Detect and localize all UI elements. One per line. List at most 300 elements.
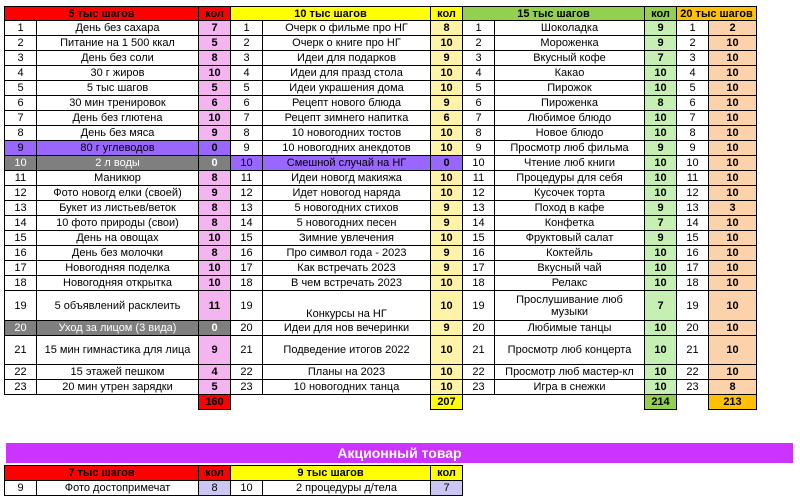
task-name: 5 тыс шагов — [37, 81, 199, 96]
task-name: Пироженка — [495, 96, 645, 111]
header-5k-count: кол — [199, 7, 231, 21]
task-name: День без соли — [37, 51, 199, 66]
task-count: 10 — [431, 171, 463, 186]
task-count: 9 — [431, 261, 463, 276]
task-count: 10 — [431, 231, 463, 246]
task-name: 10 фото природы (свои) — [37, 216, 199, 231]
table-row — [5, 96, 757, 111]
task-count: 10 — [645, 336, 677, 365]
task-name: Чтение люб книги — [495, 156, 645, 171]
task-count: 10 — [709, 365, 757, 380]
task-count: 10 — [645, 321, 677, 336]
table-row — [5, 126, 757, 141]
task-index: 19 — [5, 291, 37, 321]
task-index: 18 — [677, 276, 709, 291]
task-count: 9 — [431, 246, 463, 261]
task-index: 8 — [463, 126, 495, 141]
task-count: 9 — [431, 201, 463, 216]
promo-table — [4, 465, 463, 496]
task-name: Подведение итогов 2022 — [263, 336, 431, 365]
task-name: День без мяса — [37, 126, 199, 141]
task-index: 7 — [677, 111, 709, 126]
table-row — [5, 336, 757, 365]
task-name: Коктейль — [495, 246, 645, 261]
task-index: 9 — [677, 141, 709, 156]
task-index: 13 — [463, 201, 495, 216]
task-index: 19 — [677, 291, 709, 321]
task-index: 4 — [5, 66, 37, 81]
task-name: Просмотр люб мастер-кл — [495, 365, 645, 380]
task-index: 20 — [5, 321, 37, 336]
task-index: 23 — [5, 380, 37, 395]
task-index: 11 — [677, 171, 709, 186]
task-name: Новое блюдо — [495, 126, 645, 141]
header-5k: 5 тыс шагов — [5, 7, 199, 21]
task-name: 80 г углеводов — [37, 141, 199, 156]
table-row — [5, 66, 757, 81]
task-count: 8 — [645, 96, 677, 111]
task-name: Пирожок — [495, 81, 645, 96]
empty-cell — [677, 395, 709, 410]
task-name: Любимое блюдо — [495, 111, 645, 126]
task-count: 7 — [199, 21, 231, 36]
task-index: 4 — [677, 66, 709, 81]
task-index: 9 — [463, 141, 495, 156]
task-count: 9 — [645, 231, 677, 246]
task-name: Фото новогд елки (своей) — [37, 186, 199, 201]
task-index: 18 — [5, 276, 37, 291]
task-name: Идет новогод наряда — [263, 186, 431, 201]
task-index: 15 — [5, 231, 37, 246]
total-15k: 214 — [645, 395, 677, 410]
task-index: 23 — [463, 380, 495, 395]
task-index: 22 — [677, 365, 709, 380]
task-index: 8 — [5, 126, 37, 141]
promo-header-9k-count: кол — [431, 466, 463, 481]
task-count: 5 — [199, 380, 231, 395]
task-index: 1 — [231, 21, 263, 36]
task-count: 10 — [709, 36, 757, 51]
task-index: 5 — [5, 81, 37, 96]
task-count: 7 — [645, 291, 677, 321]
task-count: 10 — [709, 336, 757, 365]
task-name: Как встречать 2023 — [263, 261, 431, 276]
task-count: 10 — [709, 291, 757, 321]
task-count: 9 — [645, 141, 677, 156]
table-row — [5, 111, 757, 126]
task-name: 5 объявлений расклеить — [37, 291, 199, 321]
task-name: Процедуры для себя — [495, 171, 645, 186]
steps-table — [4, 6, 757, 410]
task-count: 10 — [199, 261, 231, 276]
task-count: 8 — [199, 246, 231, 261]
task-count: 10 — [709, 96, 757, 111]
task-count: 9 — [199, 186, 231, 201]
task-index: 10 — [677, 156, 709, 171]
task-name: Очерк о фильме про НГ — [263, 21, 431, 36]
task-count: 10 — [645, 156, 677, 171]
task-index: 22 — [5, 365, 37, 380]
task-count: 10 — [709, 141, 757, 156]
promo-index: 10 — [231, 481, 263, 496]
task-name: 30 мин тренировок — [37, 96, 199, 111]
task-count: 10 — [645, 246, 677, 261]
table-row — [5, 261, 757, 276]
totals-row — [5, 395, 757, 410]
task-count: 10 — [709, 111, 757, 126]
task-count: 6 — [199, 96, 231, 111]
table-row — [5, 141, 757, 156]
task-index: 14 — [231, 216, 263, 231]
task-index: 10 — [463, 156, 495, 171]
task-index: 6 — [231, 96, 263, 111]
task-name: Букет из листьев/веток — [37, 201, 199, 216]
table-row — [5, 246, 757, 261]
task-index: 17 — [5, 261, 37, 276]
task-index: 3 — [677, 51, 709, 66]
task-index: 4 — [463, 66, 495, 81]
task-name: Новогодняя поделка — [37, 261, 199, 276]
task-index: 15 — [463, 231, 495, 246]
task-index: 3 — [463, 51, 495, 66]
task-count: 8 — [709, 380, 757, 395]
task-count: 10 — [709, 186, 757, 201]
task-index: 21 — [231, 336, 263, 365]
task-count: 6 — [431, 111, 463, 126]
task-index: 8 — [231, 126, 263, 141]
table-row — [5, 201, 757, 216]
task-index: 12 — [5, 186, 37, 201]
task-index: 7 — [231, 111, 263, 126]
task-index: 3 — [5, 51, 37, 66]
task-name: День без глютена — [37, 111, 199, 126]
task-name: Идеи для подарков — [263, 51, 431, 66]
promo-header-row — [5, 466, 463, 481]
task-count: 10 — [709, 126, 757, 141]
task-count: 10 — [645, 81, 677, 96]
task-name: 10 новогодних танца — [263, 380, 431, 395]
table-row — [5, 51, 757, 66]
task-count: 10 — [199, 66, 231, 81]
task-index: 21 — [463, 336, 495, 365]
task-count: 10 — [709, 246, 757, 261]
task-count: 10 — [645, 171, 677, 186]
task-name: Конфетка — [495, 216, 645, 231]
header-15k: 15 тыс шагов — [463, 7, 645, 21]
task-count: 8 — [199, 51, 231, 66]
empty-cell — [263, 395, 431, 410]
task-count: 8 — [199, 171, 231, 186]
task-name: Зимние увлечения — [263, 231, 431, 246]
task-name: 2 л воды — [37, 156, 199, 171]
task-count: 2 — [709, 21, 757, 36]
task-name: Рецепт зимнего напитка — [263, 111, 431, 126]
task-count: 7 — [645, 216, 677, 231]
task-name: Конкурсы на НГ — [263, 291, 431, 321]
task-index: 12 — [677, 186, 709, 201]
task-count: 10 — [431, 126, 463, 141]
task-count: 10 — [645, 276, 677, 291]
task-count: 9 — [645, 21, 677, 36]
task-count: 9 — [431, 216, 463, 231]
task-index: 14 — [463, 216, 495, 231]
table-row — [5, 186, 757, 201]
task-index: 9 — [231, 141, 263, 156]
task-count: 10 — [645, 365, 677, 380]
task-count: 10 — [431, 276, 463, 291]
table-row — [5, 156, 757, 171]
task-index: 13 — [677, 201, 709, 216]
promo-header-9k: 9 тыс шагов — [231, 466, 431, 481]
task-index: 17 — [463, 261, 495, 276]
task-count: 10 — [199, 231, 231, 246]
task-index: 6 — [677, 96, 709, 111]
promo-count: 7 — [431, 481, 463, 496]
task-index: 5 — [677, 81, 709, 96]
task-index: 8 — [677, 126, 709, 141]
task-count: 0 — [199, 156, 231, 171]
task-count: 10 — [709, 171, 757, 186]
task-count: 10 — [199, 111, 231, 126]
empty-cell — [231, 395, 263, 410]
task-index: 22 — [231, 365, 263, 380]
task-index: 2 — [231, 36, 263, 51]
task-name: 15 этажей пешком — [37, 365, 199, 380]
task-count: 10 — [709, 321, 757, 336]
task-index: 9 — [5, 141, 37, 156]
task-index: 19 — [463, 291, 495, 321]
task-count: 10 — [709, 216, 757, 231]
promo-task: Фото достопримечат — [37, 481, 199, 496]
promo-banner: Акционный товар — [6, 443, 793, 463]
task-name: Идеи украшения дома — [263, 81, 431, 96]
task-name: Маникюр — [37, 171, 199, 186]
task-index: 10 — [231, 156, 263, 171]
task-index: 1 — [5, 21, 37, 36]
header-20k: 20 тыс шагов — [677, 7, 757, 21]
task-index: 5 — [463, 81, 495, 96]
task-count: 10 — [431, 365, 463, 380]
task-index: 2 — [677, 36, 709, 51]
header-15k-count: кол — [645, 7, 677, 21]
task-name: Любимые танцы — [495, 321, 645, 336]
promo-task: 2 процедуры д/тела — [263, 481, 431, 496]
task-index: 1 — [677, 21, 709, 36]
table-row — [5, 21, 757, 36]
task-name: Смешной случай на НГ — [263, 156, 431, 171]
task-index: 10 — [5, 156, 37, 171]
total-5k: 160 — [199, 395, 231, 410]
task-name: Идеи для празд стола — [263, 66, 431, 81]
task-name: День без сахара — [37, 21, 199, 36]
task-count: 10 — [431, 66, 463, 81]
task-index: 12 — [463, 186, 495, 201]
task-index: 11 — [5, 171, 37, 186]
task-index: 18 — [231, 276, 263, 291]
task-name: День без молочки — [37, 246, 199, 261]
task-count: 8 — [431, 21, 463, 36]
task-name: Новогодняя открытка — [37, 276, 199, 291]
task-name: Мороженка — [495, 36, 645, 51]
header-10k: 10 тыс шагов — [231, 7, 431, 21]
task-index: 18 — [463, 276, 495, 291]
table-row — [5, 291, 757, 321]
task-count: 10 — [645, 66, 677, 81]
task-count: 9 — [431, 51, 463, 66]
task-name: Про символ года - 2023 — [263, 246, 431, 261]
task-name: Идеи новогд макияжа — [263, 171, 431, 186]
table-row — [5, 171, 757, 186]
task-count: 10 — [199, 276, 231, 291]
task-index: 13 — [5, 201, 37, 216]
task-index: 16 — [463, 246, 495, 261]
task-index: 17 — [231, 261, 263, 276]
task-count: 10 — [709, 66, 757, 81]
task-index: 3 — [231, 51, 263, 66]
task-count: 0 — [431, 156, 463, 171]
task-count: 5 — [199, 81, 231, 96]
promo-header-7k-count: кол — [199, 466, 231, 481]
task-count: 0 — [199, 141, 231, 156]
empty-cell — [5, 395, 37, 410]
table-row — [5, 321, 757, 336]
task-index: 20 — [463, 321, 495, 336]
task-name: Просмотр люб концерта — [495, 336, 645, 365]
task-index: 21 — [5, 336, 37, 365]
table-row — [5, 380, 757, 395]
task-count: 10 — [431, 36, 463, 51]
task-index: 19 — [231, 291, 263, 321]
task-name: 15 мин гимнастика для лица — [37, 336, 199, 365]
task-index: 22 — [463, 365, 495, 380]
task-name: 30 г жиров — [37, 66, 199, 81]
promo-index: 9 — [5, 481, 37, 496]
empty-cell — [495, 395, 645, 410]
task-name: Какао — [495, 66, 645, 81]
task-index: 17 — [677, 261, 709, 276]
promo-row — [5, 481, 463, 496]
task-count: 10 — [709, 261, 757, 276]
task-count: 10 — [709, 231, 757, 246]
task-index: 6 — [463, 96, 495, 111]
empty-cell — [463, 395, 495, 410]
task-name: Уход за лицом (3 вида) — [37, 321, 199, 336]
task-count: 10 — [431, 336, 463, 365]
task-count: 10 — [431, 81, 463, 96]
header-row — [5, 7, 757, 21]
task-count: 9 — [431, 321, 463, 336]
task-count: 0 — [199, 321, 231, 336]
task-index: 7 — [5, 111, 37, 126]
task-name: Прослушивание люб музыки — [495, 291, 645, 321]
task-index: 15 — [231, 231, 263, 246]
task-index: 15 — [677, 231, 709, 246]
task-name: В чем встречать 2023 — [263, 276, 431, 291]
task-index: 6 — [5, 96, 37, 111]
task-count: 9 — [431, 96, 463, 111]
task-index: 16 — [5, 246, 37, 261]
task-count: 10 — [645, 111, 677, 126]
task-count: 11 — [199, 291, 231, 321]
task-name: Питание на 1 500 ккал — [37, 36, 199, 51]
task-name: 5 новогодних песен — [263, 216, 431, 231]
task-name: Вкусный кофе — [495, 51, 645, 66]
task-count: 10 — [709, 156, 757, 171]
task-name: Просмотр люб фильма — [495, 141, 645, 156]
task-count: 10 — [431, 380, 463, 395]
task-index: 16 — [677, 246, 709, 261]
task-name: Фруктовый салат — [495, 231, 645, 246]
task-name: 10 новогодних тостов — [263, 126, 431, 141]
table-row — [5, 365, 757, 380]
task-count: 10 — [645, 126, 677, 141]
task-index: 2 — [5, 36, 37, 51]
task-index: 7 — [463, 111, 495, 126]
task-name: Кусочек торта — [495, 186, 645, 201]
task-count: 9 — [199, 126, 231, 141]
task-index: 20 — [677, 321, 709, 336]
task-name: Поход в кафе — [495, 201, 645, 216]
table-row — [5, 216, 757, 231]
header-10k-count: кол — [431, 7, 463, 21]
task-name: Игра в снежки — [495, 380, 645, 395]
task-index: 20 — [231, 321, 263, 336]
task-index: 16 — [231, 246, 263, 261]
promo-header-7k: 7 тыс шагов — [5, 466, 199, 481]
task-index: 5 — [231, 81, 263, 96]
table-row — [5, 231, 757, 246]
task-name: Шоколадка — [495, 21, 645, 36]
task-count: 10 — [645, 380, 677, 395]
table-row — [5, 276, 757, 291]
task-index: 23 — [677, 380, 709, 395]
task-count: 8 — [199, 201, 231, 216]
total-20k: 213 — [709, 395, 757, 410]
task-count: 7 — [645, 51, 677, 66]
task-name: Релакс — [495, 276, 645, 291]
task-index: 1 — [463, 21, 495, 36]
task-count: 10 — [709, 81, 757, 96]
task-count: 10 — [709, 276, 757, 291]
task-count: 10 — [645, 261, 677, 276]
task-name: 20 мин утрен зарядки — [37, 380, 199, 395]
task-name: 10 новогодних анекдотов — [263, 141, 431, 156]
task-index: 11 — [463, 171, 495, 186]
task-index: 23 — [231, 380, 263, 395]
promo-count: 8 — [199, 481, 231, 496]
task-name: Рецепт нового блюда — [263, 96, 431, 111]
task-count: 9 — [645, 201, 677, 216]
task-count: 8 — [199, 216, 231, 231]
table-row — [5, 36, 757, 51]
task-count: 10 — [709, 51, 757, 66]
empty-cell — [37, 395, 199, 410]
task-count: 3 — [709, 201, 757, 216]
task-name: 5 новогодних стихов — [263, 201, 431, 216]
task-count: 10 — [431, 186, 463, 201]
task-index: 14 — [677, 216, 709, 231]
table-row — [5, 81, 757, 96]
total-10k: 207 — [431, 395, 463, 410]
task-count: 9 — [199, 336, 231, 365]
task-count: 10 — [431, 141, 463, 156]
task-index: 4 — [231, 66, 263, 81]
task-name: Идеи для нов вечеринки — [263, 321, 431, 336]
task-count: 9 — [645, 36, 677, 51]
task-index: 13 — [231, 201, 263, 216]
task-count: 10 — [431, 291, 463, 321]
task-name: Очерк о книге про НГ — [263, 36, 431, 51]
